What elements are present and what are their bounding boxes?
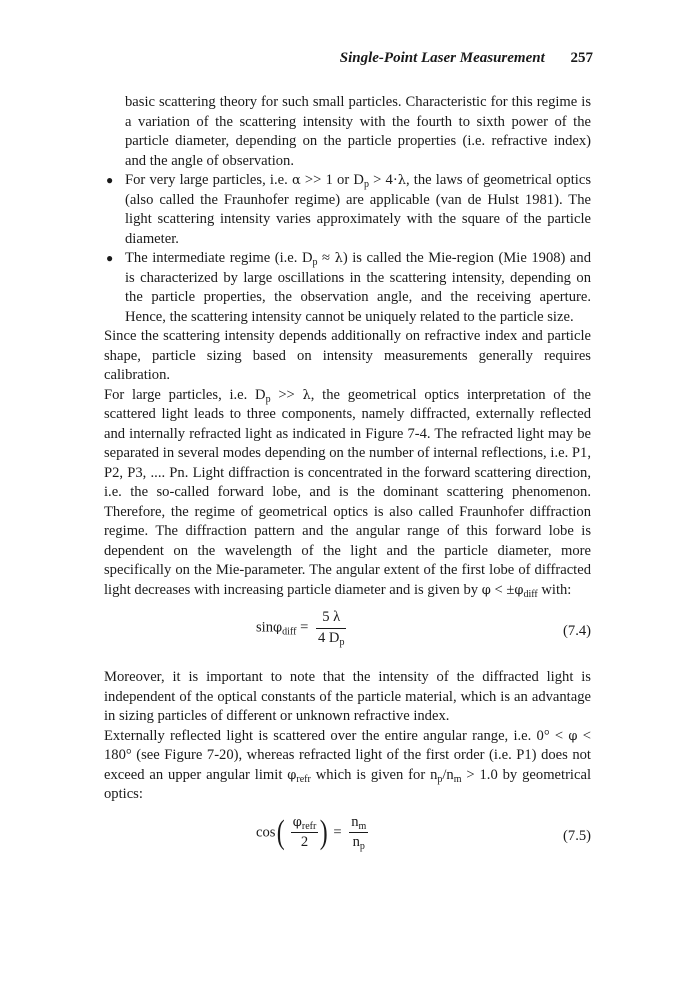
paragraph-diffraction-independence: Moreover, it is important to note that the intensity of the diffracted light is independent of the optical constants of the particle material, which is an advantage in sizing particles of different or unknown refractive index. (104, 669, 591, 724)
lambda-symbol: λ (334, 251, 343, 266)
running-header (104, 50, 593, 67)
bullet-icon: ● (106, 251, 114, 265)
running-title: Single-Point Laser Measurement (339, 50, 545, 66)
intro-continuation: basic scattering theory for such small particles. Characteristic for this regime is a variation of the scattering intensity with the fourth to sixth power of the particle diameter, depending on the particle properties (i.e. refractive index) and the angle of observation. (125, 94, 591, 169)
list-item: ● The intermediate regime (i.e. $D_p \approx \lambda$) is called the Mie-region (Mie 1908) and is characterized by large oscillations in the scattering intensity, depending on the particle properties, the observation angle, and the receiving aperture. Hence, the scattering intensity cannot be uniquely related to the particle size. (106, 250, 592, 325)
alpha-symbol: α (291, 173, 301, 188)
regime-list (104, 171, 591, 327)
fraction: $\frac{n_m}{n_p}$ (351, 813, 367, 852)
fraction: $\frac{5 \lambda}{4 D_p}$ (317, 609, 345, 648)
equation-number: (7.5) (563, 827, 591, 844)
equation-7-4 (104, 606, 591, 658)
equation-7-5 (104, 811, 591, 863)
page-number: 257 (570, 50, 593, 66)
equation-number: (7.4) (563, 623, 591, 639)
paragraph-reflection-refraction: Externally reflected light is scattered over the entire angular range, i.e. 0° < φ < 180° (see Figure 7-20), whereas refracted light of the first order (i.e. P1) does not exceed an upper angular limit $\varphi_{refr}$ which is given for $n_p/n_m > 1.0$ by geometrical optics: (104, 727, 591, 802)
equation-body: sinφ$_{diff}$ = $\frac{5 \lambda}{4 D_p}$ (256, 609, 345, 648)
paragraph-geometrical-optics: For large particles, i.e. $D_p >> \lambda$, the geometrical optics interpretation of the scattered light leads to three components, namely diffracted, externally reflected and internally refracted light as indicated in Figure 7-4. The refracted light may be separated in several modes depending on the number of internal reflections, i.e. P1, P2, P3, .... Pn. Light diffraction is concentrated in the forward scattering direction, i.e. the so-called forward lobe, and is the dominant scattering phenomenon. Therefore, the regime of geometrical optics is also called Fraunhofer diffraction regime. The diffraction pattern and the angular range of this forward lobe is dependent on the wavelength of the light and the particle diameter, more specifically on the Mie-parameter. The angular extent of the first lobe of diffracted light decreases with increasing particle diameter and is given by $\varphi < \pm\varphi_{diff}$ with: (104, 386, 591, 600)
page-body (104, 93, 591, 873)
bullet-icon: ● (106, 173, 114, 187)
list-item: ● For very large particles, i.e. α >> 1 or $D_p > 4\cdot\lambda$, the laws of geometrical optics (also called the Fraunhofer regime) are applicable (van de Hulst 1981). The light scattering intensity varies approximately with the square of the particle diameter. (106, 172, 591, 247)
equation-body: cos( $\frac{\varphi_{refr}}{2}$ ) = $\frac{n_m}{n_p}$ (256, 813, 367, 852)
paragraph-calibration: Since the scattering intensity depends additionally on refractive index and particle shape, particle sizing based on intensity measurements generally requires calibration. (104, 328, 591, 383)
lambda-symbol: λ (397, 173, 406, 188)
fraction: $\frac{\varphi_{refr}}{2}$ (292, 814, 317, 850)
